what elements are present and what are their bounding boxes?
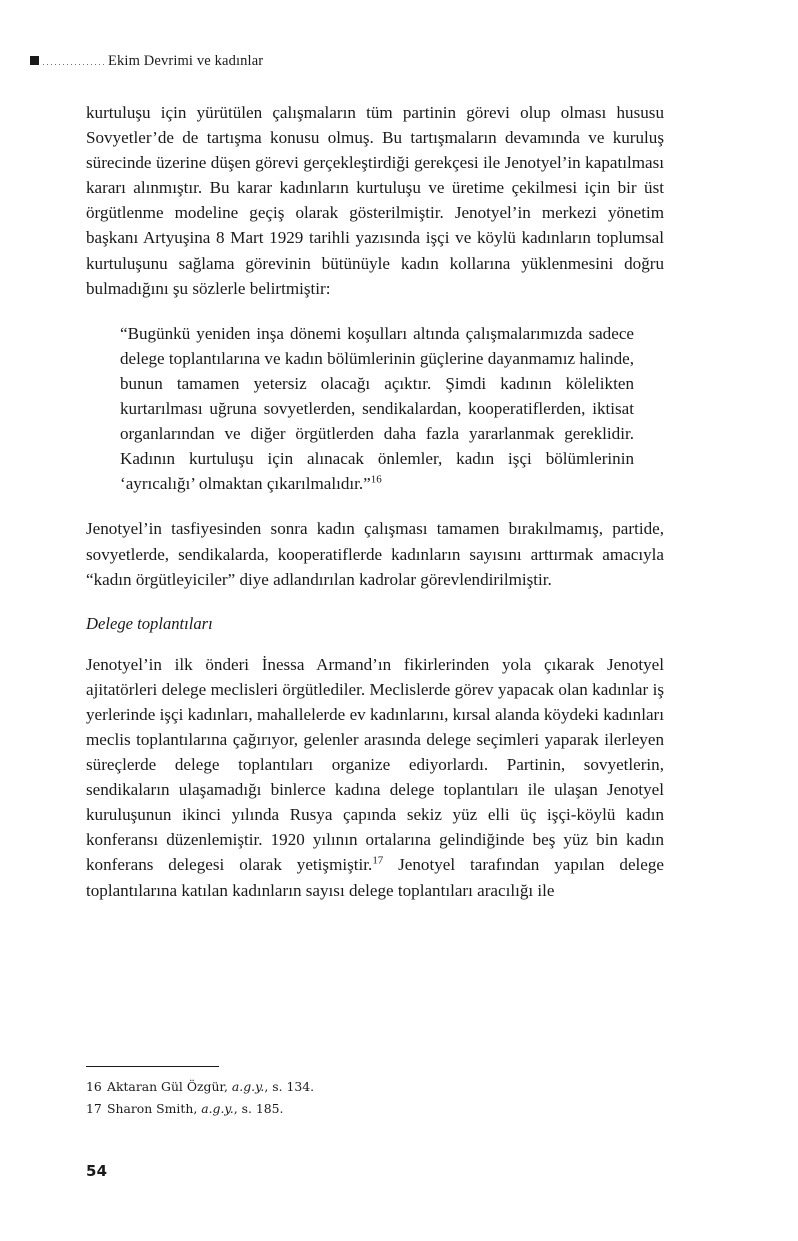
paragraph-gap <box>86 301 664 321</box>
paragraph-3 <box>86 652 664 903</box>
paragraph-2: Jenotyel’in tasfiyesinden sonra kadın çalışması tamamen bırakılmamış, partide, sovyetlerde, sendikalarda, kooperatiflerde kadınların sayısını arttırmak amacıyla “kadın örgütleyiciler” diye adlandırılan kadrolar görevlendirilmiştir. <box>86 519 664 589</box>
text-column <box>86 100 664 903</box>
running-header <box>30 50 670 72</box>
footnote-ref-17: 17 <box>372 854 384 867</box>
footnote-number: 17 <box>86 1101 102 1116</box>
blockquote <box>86 321 664 497</box>
footnote-item <box>86 1098 664 1120</box>
filled-square-icon <box>30 56 39 65</box>
paragraph-gap-2 <box>86 592 664 612</box>
dotted-rule-icon <box>43 64 105 65</box>
paragraph-3-part-b: Jenotyel tarafından yapılan delege toplantılarına katılan kadınların sayısı delege toplantıları aracılığı ile <box>86 855 665 900</box>
footnote-text-before: Aktaran Gül Özgür, <box>107 1079 232 1094</box>
footnote-italic-abbrev: a.g.y. <box>201 1101 234 1116</box>
section-subheading: Delege toplantıları <box>86 613 213 633</box>
footnote-text-before: Sharon Smith, <box>107 1101 202 1116</box>
footnote-ref-16: 16 <box>370 473 382 486</box>
paragraph-1: kurtuluşu için yürütülen çalışmaların tüm partinin görevi olup olması hususu Sovyetler’de de tartışma konusu olmuş. Bu tartışmaların devamında ve kuruluş sürecinde üzerine düşen görevi gerçekleştirdiği gerekçesi ile Jenotyel’in kapatılması kararı alınmıştır. Bu karar kadınların kurtuluşu ve üretime çekilmesi için bir üst örgütlenme modeline geçiş olarak gösterilmiştir. Jenotyel’in merkezi yönetim başkanı Artyuşina 8 Mart 1929 tarihli yazısında işçi ve köylü kadınların toplumsal kurtuluşunu sağlama görevinin bütünüyle kadın kollarına yüklenmesini doğru bulmadığını şu sözlerle belirtmiştir: <box>86 103 664 298</box>
blockquote-text: “Bugünkü yeniden inşa dönemi koşulları altında çalışmalarımızda sadece delege toplantılarına ve kadın bölümlerinin güçlerine dayanmamız halinde, bunun tamamen yetersiz olacağı açıktır. Şimdi kadının kölelikten kurtarılması uğruna sovyetlerden, sendikalardan, kooperatiflerden, iktisat organlarından ve diğer örgütlerden daha fazla yararlanmak gereklidir. Kadının kurtuluşu için alınacak önlemler, kadın işçi bölümlerinin ‘ayrıcalığı’ olmaktan çıkarılmalıdır.” <box>120 323 634 494</box>
footnote-area <box>86 1066 664 1120</box>
footnote-item <box>86 1076 664 1098</box>
footnote-text-after: , s. 134. <box>264 1079 315 1094</box>
quote-gap <box>86 496 664 516</box>
running-header-title: Ekim Devrimi ve kadınlar <box>108 53 264 69</box>
subheading-gap <box>86 636 664 652</box>
footnote-separator-rule <box>86 1066 219 1067</box>
footnote-italic-abbrev: a.g.y. <box>231 1079 265 1094</box>
paragraph-3-part-a: Jenotyel’in ilk önderi İnessa Armand’ın fikirlerinden yola çıkarak Jenotyel ajitatörleri delege meclisleri örgütlediler. Meclislerde görev yapacak olan kadınlar iş yerlerinde işçi kadınları, mahallelerde ev kadınlarını, kırsal alanda köydeki kadınları meclis toplantılarına çağırıyor, gelenler arasında delege seçimleri yaparak ilerleyen süreçlerde delege toplantıları organize ediyorlardı. Partinin, sovyetlerin, sendikaların ulaşamadığı binlerce kadına delege toplantıları ile ulaşan Jenotyel kuruluşunun ikinci yılında Rusya çapında sekiz yüz elli üç işçi-köylü kadın konferansı düzenlemiştir. 1920 yılının ortalarına gelindiğinde beş yüz bin kadın konferans delegesi olarak yetişmiştir. <box>86 654 664 875</box>
page-number: 54 <box>86 1162 108 1180</box>
footnote-number: 16 <box>86 1079 102 1094</box>
footnote-text-after: , s. 185. <box>233 1101 284 1116</box>
